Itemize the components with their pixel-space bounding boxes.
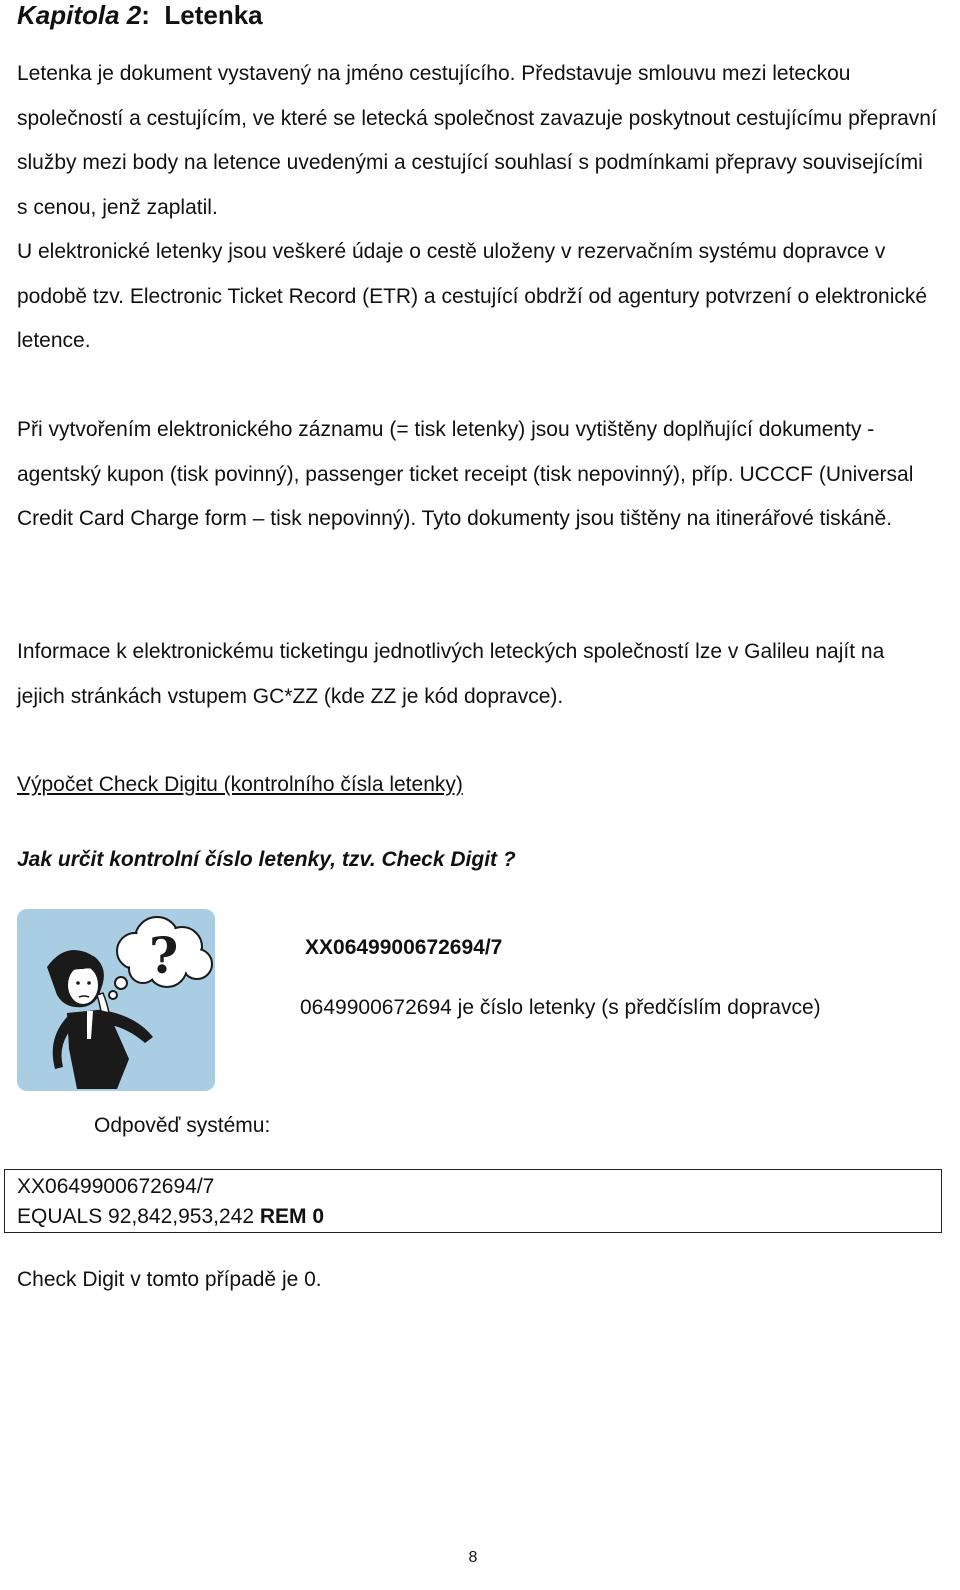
system-response-line-1: XX0649900672694/7: [17, 1175, 215, 1198]
thinking-person-question-mark-icon: [17, 909, 215, 1091]
paragraph-galileo-info: Informace k elektronickému ticketingu jednotlivých leteckých společností lze v Galileu najít na jejich stránkách vstupem GC*ZZ (kde ZZ je kód dopravce).: [17, 640, 885, 708]
check-digit-section-link[interactable]: Výpočet Check Digitu (kontrolního čísla letenky): [17, 773, 463, 796]
paragraph-electronic-ticket: U elektronické letenky jsou veškeré údaje o cestě uloženy v rezervačním systému dopravce v podobě tzv. Electronic Ticket Record (ETR) a cestující obdrží od agentury potvrzení o elektronické letence.: [17, 240, 928, 352]
example-ticket-description: 0649900672694 je číslo letenky (s předčíslím dopravce): [300, 996, 821, 1019]
chapter-separator: :: [141, 0, 150, 30]
svg-text:?: ?: [149, 926, 179, 985]
chapter-label: Kapitola 2: [17, 0, 142, 30]
page-number: 8: [468, 1549, 478, 1566]
system-response-equals: EQUALS 92,842,953,242: [17, 1205, 260, 1228]
system-response-label: Odpověď systému:: [94, 1114, 271, 1137]
example-ticket-code: XX0649900672694/7: [305, 936, 503, 959]
paragraph-printed-documents: Při vytvořením elektronického záznamu (= tisk letenky) jsou vytištěny doplňující dokumenty - agentský kupon (tisk povinný), passenger ticket receipt (tisk nepovinný), příp. UCCCF (Universal Credit Card Charge form – tisk nepovinný). Tyto dokumenty jsou tištěny na itinerářové tiskáně.: [17, 418, 914, 530]
system-response-remainder: REM 0: [259, 1205, 325, 1228]
chapter-title: Letenka: [164, 0, 263, 30]
system-response-line-2: [17, 1202, 324, 1232]
check-digit-question: Jak určit kontrolní číslo letenky, tzv. Check Digit ?: [17, 848, 516, 871]
paragraph-ticket-definition: Letenka je dokument vystavený na jméno cestujícího. Představuje smlouvu mezi leteckou společností a cestujícím, ve které se letecká společnost zavazuje poskytnout cestujícímu přepravní služby mezi body na letence uvedenými a cestující souhlasí s podmínkami přepravy souvisejícími s cenou, jenž zaplatil.: [17, 62, 937, 219]
system-response-box: [4, 1169, 942, 1233]
chapter-heading: [17, 0, 263, 30]
check-digit-conclusion: Check Digit v tomto případě je 0.: [17, 1268, 322, 1291]
